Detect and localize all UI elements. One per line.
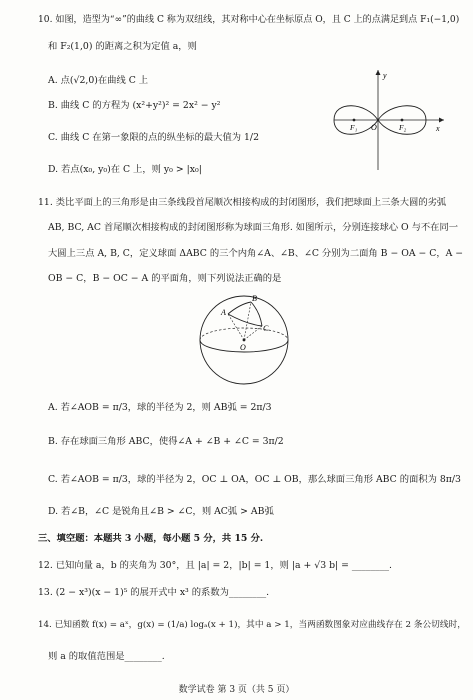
segment-ob <box>244 302 251 340</box>
section-three-heading: 三、填空题：本题共 3 小题，每小题 5 分，共 15 分. <box>38 533 264 544</box>
x-label: x <box>436 124 440 133</box>
q11-option-a: A. 若∠AOB = π/3，球的半径为 2，则 AB弧 = 2π/3 <box>48 402 272 413</box>
arc-ab <box>228 302 251 314</box>
x-axis-arrow <box>439 118 444 123</box>
q10-stem-line2: 和 F₂(1,0) 的距离之积为定值 a，则 <box>48 41 197 52</box>
point-a-label: A <box>221 308 226 317</box>
equator-back <box>200 328 288 340</box>
lemniscate-figure <box>330 64 450 174</box>
arc-ac <box>228 314 262 326</box>
q11-option-c: C. 若∠AOB = π/3，球的半径为 2，OC ⊥ OA，OC ⊥ OB，那么球面三角形 ABC 的面积为 8π/3 <box>48 474 461 485</box>
q12-stem: 12. 已知向量 a，b 的夹角为 30°，且 |a| = 2，|b| = 1，则 |a + √3 b| = ________. <box>38 560 392 571</box>
focus-f2 <box>401 119 404 122</box>
f1-label: F₁ <box>350 123 358 132</box>
q11-option-b: B. 存在球面三角形 ABC，使得∠A + ∠B + ∠C = 3π/2 <box>48 436 284 447</box>
q11-stem-line4: OB − C，B − OC − A 的平面角，则下列说法正确的是 <box>48 273 282 284</box>
y-axis-arrow <box>376 70 381 75</box>
q14-stem-line1: 14. 已知函数 f(x) = aˣ，g(x) = (1/a) logₐ(x + 1)，其中 a > 1，当两函数图象对应曲线存在 2 条公切线时， <box>38 620 466 630</box>
f2-label: F₂ <box>399 123 407 132</box>
focus-f1 <box>353 119 356 122</box>
q13-stem: 13. (2 − x³)(x − 1)⁵ 的展开式中 x³ 的系数为________. <box>38 587 270 598</box>
q14-stem-line2: 则 a 的取值范围是________. <box>48 651 165 662</box>
q10-option-c: C. 曲线 C 在第一象限的点的纵坐标的最大值为 1/2 <box>48 132 259 143</box>
sphere-figure <box>196 290 292 390</box>
q10-option-a: A. 点(√2,0)在曲线 C 上 <box>48 75 149 86</box>
point-b-label: B <box>252 294 257 303</box>
page-footer: 数学试卷 第 3 页（共 5 页） <box>178 685 295 695</box>
q10-stem-line1: 10. 如图，造型为“∞”的曲线 C 称为双纽线，其对称中心在坐标原点 O，且 C 上的点满足到点 F₁(−1,0) <box>38 15 460 25</box>
arc-bc <box>251 302 262 326</box>
q10-option-b: B. 曲线 C 的方程为 (x²+y²)² = 2x² − y² <box>48 100 221 111</box>
q11-stem-line1: 11. 类比平面上的三角形是由三条线段首尾顺次相接构成的封闭图形，我们把球面上三条大圆的劣弧 <box>38 197 447 208</box>
y-label: y <box>383 71 387 80</box>
q11-option-d: D. 若∠B，∠C 是锐角且∠B > ∠C，则 AC弧 > AB弧 <box>48 506 274 517</box>
q11-stem-line3: 大圆上三点 A, B, C，定义球面 ΔABC 的三个内角∠A、∠B、∠C 分别为二面角 B − OA − C，A − <box>48 248 464 259</box>
q11-stem-line2: AB, BC, AC 首尾顺次相接构成的封闭图形称为球面三角形. 如图所示，分别连接球心 O 与不在同一 <box>48 222 459 233</box>
center-o-label: O <box>240 343 246 352</box>
origin-label: O <box>371 123 377 132</box>
point-c-label: C <box>263 324 269 333</box>
q10-option-d: D. 若点(x₀, y₀)在 C 上，则 y₀ > |x₀| <box>48 164 202 175</box>
